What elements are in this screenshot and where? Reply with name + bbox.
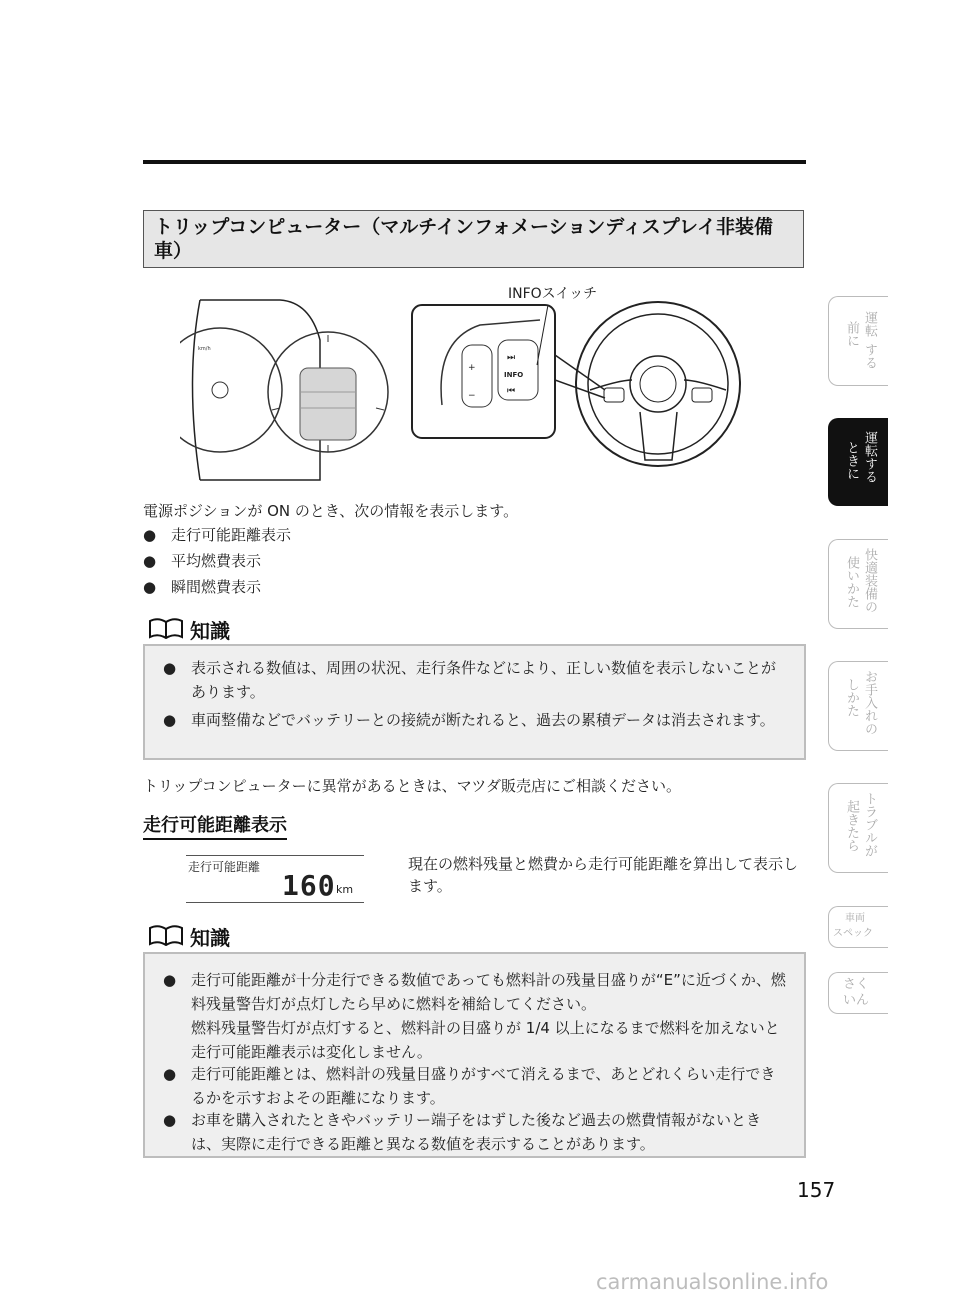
steering-wheel — [576, 302, 740, 466]
bullet-dot: ● — [163, 971, 177, 989]
page-number: 157 — [797, 1178, 836, 1202]
range-display — [186, 855, 364, 903]
range-display-value: 160 — [282, 869, 336, 902]
tab-trouble[interactable]: トラブルが 起きたら — [828, 783, 888, 873]
watermark: carmanualsonline.info — [596, 1270, 829, 1294]
tab-comfort-equipment[interactable]: 快適装備の 使いかた — [828, 539, 888, 629]
range-display-label: 走行可能距離 — [188, 860, 261, 874]
info-button-label: INFO — [504, 371, 524, 379]
knowledge-box: ● 表示される数値は、周囲の状況、走行条件などにより、正しい数値を表示しないことがあります。 ● 車両整備などでバッテリーとの接続が断たれると、過去の累積データは消去されます。 — [143, 644, 806, 760]
knowledge-box: ● 走行可能距離が十分走行できる数値であっても燃料計の残量目盛りが“E”に近づくか、燃料残量警告灯が点灯したら早めに燃料を補給してください。 燃料残量警告灯が点灯すると、燃料計の目盛りが 1/4 以上になるまで燃料を加えないと走行可能距離表示は変化しません。 ● 走行可能距離とは、燃料計の残量目盛りがすべて消えるまで、あとどれくらい走行できるかを示すおよその距離になります。 ● お車を購入されたときやバッテリー端子をはずした後など過去の燃費情報がないときは、実際に走行できる距離と異なる数値を表示することがあります。 — [143, 952, 806, 1158]
svg-text:⏭: ⏭ — [507, 353, 516, 363]
bullet-dot: ● — [143, 526, 157, 544]
tab-maintenance[interactable]: お手入れの しかた — [828, 661, 888, 751]
bullet-dot: ● — [163, 1065, 177, 1083]
book-icon — [148, 617, 184, 639]
page-title: トリップコンピューター（マルチインフォメーションディスプレイ非装備車） — [143, 210, 804, 268]
instrument-diagram — [180, 280, 760, 490]
bullet-dot: ● — [143, 552, 157, 570]
display-screen — [300, 368, 356, 440]
info-switch-callout: INFOスイッチ — [508, 286, 598, 302]
book-icon — [148, 924, 184, 946]
svg-text:⏮: ⏮ — [507, 386, 516, 396]
top-rule — [143, 160, 806, 164]
bullet-dot: ● — [163, 659, 177, 677]
tab-specifications[interactable]: 車両 スペック — [828, 906, 888, 948]
bullet-dot: ● — [163, 711, 177, 729]
trouble-text: トリップコンピューターに異常があるときは、マツダ販売店にご相談ください。 — [143, 777, 682, 795]
tab-while-driving[interactable]: 運転する ときに — [828, 418, 888, 506]
intro-text: 電源ポジションが ON のとき、次の情報を表示します。 — [143, 502, 519, 520]
gauge-unit: km/h — [198, 346, 211, 352]
svg-text:+: + — [468, 363, 476, 373]
display-description: 現在の燃料残量と燃費から走行可能距離を算出して表示します。 — [408, 855, 799, 895]
tab-before-driving[interactable]: 運転 前に する — [828, 296, 888, 386]
bullet-dot: ● — [143, 578, 157, 596]
range-display-unit: km — [336, 883, 354, 896]
svg-text:−: − — [468, 391, 476, 401]
bullet-dot: ● — [163, 1111, 177, 1129]
tab-index[interactable]: さく いん — [828, 972, 888, 1014]
section-heading: 走行可能距離表示 — [143, 811, 287, 840]
